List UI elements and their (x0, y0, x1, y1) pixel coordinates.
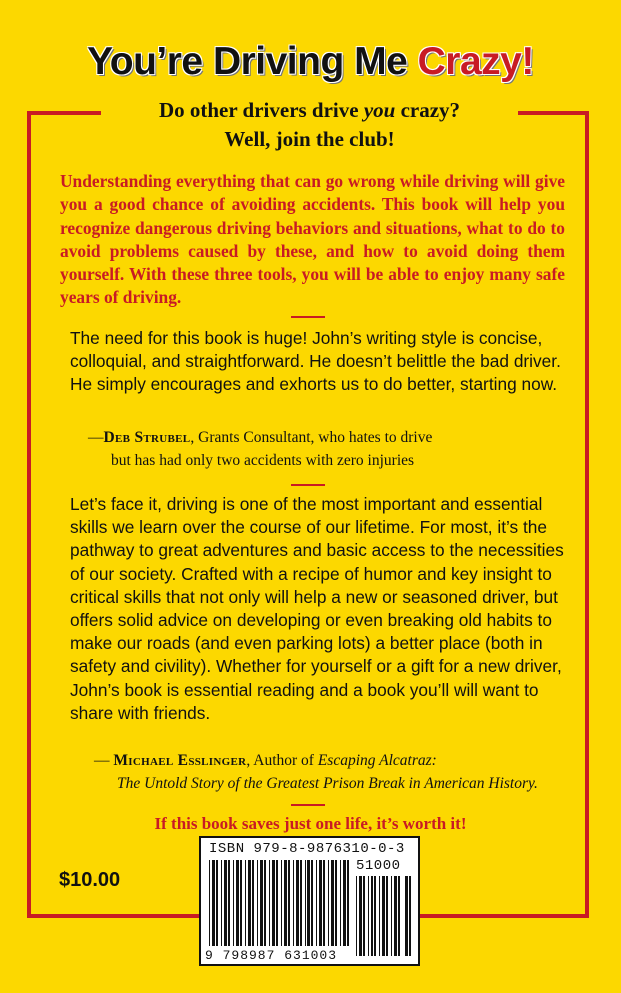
closing-line: If this book saves just one life, it’s worth it! (154, 814, 467, 833)
price: $10.00 (59, 869, 121, 891)
quote-1-text: The need for this book is huge! John’s writing style is concise, colloquial, and straightforward. He doesn’t belittle the bad driver. He simply encourages and exhorts us to do better, starting now. (70, 328, 561, 395)
divider-rule (291, 484, 325, 486)
tagline-pre: Do other drivers drive (158, 98, 364, 122)
quote-2-role: , Author of (246, 752, 318, 769)
barcode-bars (209, 860, 349, 946)
title-main: You’re Driving Me (87, 40, 418, 83)
tagline-line1 (101, 96, 518, 125)
isbn-text: ISBN 979-8-9876310-0-3 (209, 841, 405, 857)
barcode-bar (411, 876, 414, 956)
divider-rule (291, 316, 325, 318)
supplement-bars (356, 876, 414, 956)
dash: — (88, 429, 104, 446)
quote-1-attribution-line2: but has had only two accidents with zero injuries (111, 452, 415, 469)
tagline-line2: Well, join the club! (224, 127, 395, 151)
book-title (0, 40, 621, 84)
divider-rule (291, 804, 325, 806)
barcode-bar (347, 860, 349, 946)
quote-2-author: Michael Esslinger (113, 752, 247, 769)
intro-paragraph: Understanding everything that can go wrong while driving will give you a good chance of avoiding accidents. This book will help you recognize dangerous driving behaviors and situations, what to do to avoid problems caused by these, and how to avoid doing them yourself. With these three tools, you will be able to enjoy many safe years of driving. (60, 171, 565, 308)
book-subtitle: The Untold Story of the Greatest Prison Break in American History. (117, 775, 538, 792)
ean-number: 9 798987 631003 (205, 948, 338, 963)
title-accent: Crazy! (417, 40, 534, 83)
quote-1-attribution (88, 427, 432, 448)
quote-1-role: , Grants Consultant, who hates to drive (190, 429, 433, 446)
dash: — (94, 752, 114, 769)
quote-2-book-subtitle (117, 773, 538, 794)
tagline-emphasis: you (363, 98, 396, 122)
tagline (101, 96, 518, 154)
quote-2-text: Let’s face it, driving is one of the most important and essential skills we learn over the course of our lifetime. For most, it’s the pathway to great adventures and basic access to the necessities of our society. Crafted with a recipe of humor and key insight to critical skills that not only will help a new or seasoned driver, but offers solid advice on developing or even breaking old habits to make our roads (and even parking lots) a better place (both in safety and civility). Whether for yourself or a gift for a new driver, John’s book is essential reading and a book you’ll will want to share with friends. (70, 494, 564, 723)
quote-2-book-title: Escaping Alcatraz: (317, 752, 437, 769)
quote-2-attribution (94, 750, 437, 771)
quote-1-author: Deb Strubel (103, 429, 191, 446)
price-supplement: 51000 (356, 858, 401, 874)
tagline-post: crazy? (395, 98, 461, 122)
barcode-box (199, 836, 420, 966)
